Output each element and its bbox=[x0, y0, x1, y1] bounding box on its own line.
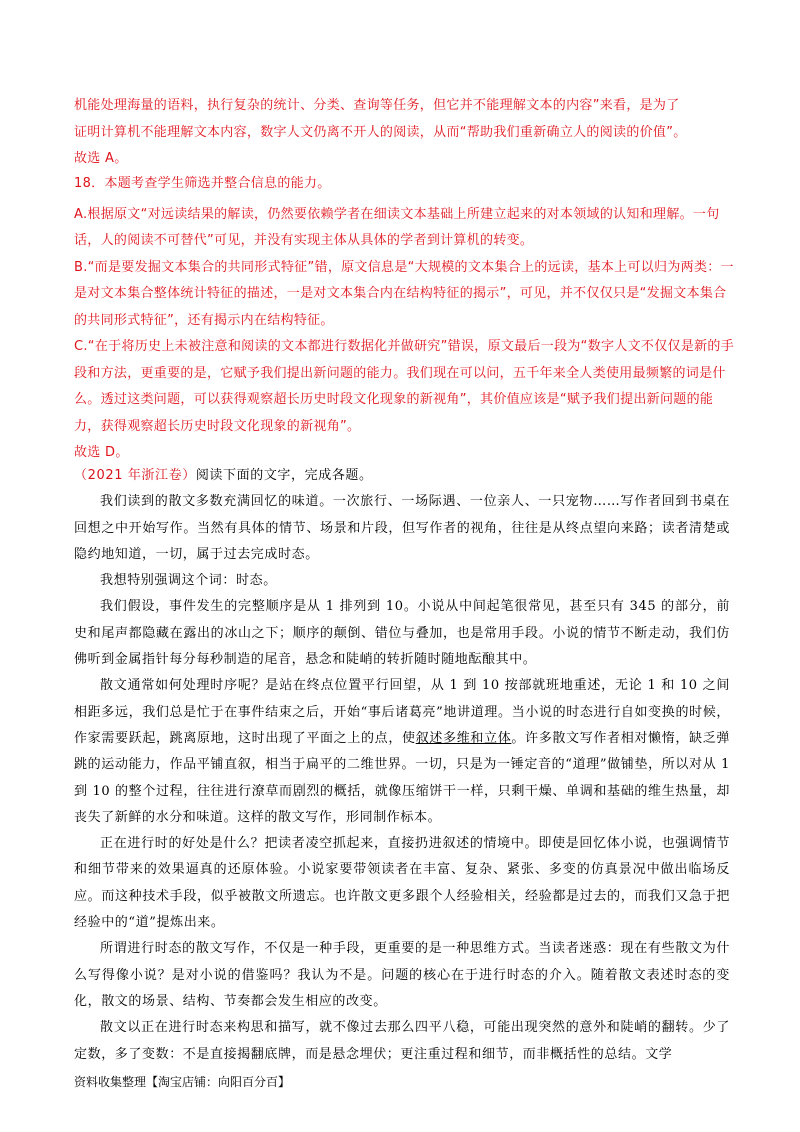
underlined-phrase: 叙述多维和立体 bbox=[415, 730, 512, 746]
paragraph-4-part-a: 散文通常如何处理时序呢？是站在终点位置平行回望，从 1 到 10 按部就班地重述，无论 1 和 10 之间相距多远，我们总是忙于在事件结束之后，开始“事后诸葛亮”地讲道理。当小说的时态进行自如变换的时候，作家需要跃起，跳离原地，这时出现了平面之上的点，使 bbox=[74, 678, 730, 746]
passage-paragraph-3: 我们假设，事件发生的完整顺序是从 1 排列到 10。小说从中间起笔很常见，甚至只有 345 的部分，前史和尾声都隐藏在露出的冰山之下；顺序的颠倒、错位与叠加，也是常用手段。小说的情节不断走动，我们仿佛听到金属指针每分每秒制造的尾音，悬念和陡峭的转折随时随地酝酿其中。 bbox=[74, 599, 730, 668]
page-footer: 资料收集整理【淘宝店铺：向阳百分百】 bbox=[74, 1075, 291, 1089]
answer-17-conclusion: 故选 A。 bbox=[74, 151, 128, 166]
passage-paragraph-7: 散文以正在进行时态来构思和描写，就不像过去那么四平八稳，可能出现突然的意外和陡峭的翻转。少了定数，多了变数：不是直接揭翻底牌，而是悬念埋伏；更注重过程和细节，而非概括性的总结。文学 bbox=[74, 1020, 730, 1062]
answer-18-option-c: C.“在于将历史上未被注意和阅读的文本都进行数据化并做研究”错误，原文最后一段为“数字人文不仅仅是新的手段和方法，更重要的是，它赋予我们提出新问题的能力。我们现在可以问，五千年来全人类使用最频繁的词是什么。透过这类问题，可以获得观察超长历史时段文化现象的新视角”，其价值应该是“赋予我们提出新问题的能力，获得观察超长历史时段文化现象的新视角”。 bbox=[74, 339, 735, 434]
exam-source: （2021 年浙江卷） bbox=[74, 468, 196, 483]
passage-paragraph-6: 所谓进行时态的散文写作，不仅是一种手段，更重要的是一种思维方式。当读者迷惑：现在有些散文为什么写得像小说？是对小说的借鉴吗？我认为不是。问题的核心在于进行时态的介入。随着散文表述时态的变化，散文的场景、结构、节奏都会发生相应的改变。 bbox=[74, 941, 730, 1009]
passage-paragraph-5: 正在进行时的好处是什么？把读者凌空抓起来，直接扔进叙述的情境中。即使是回忆体小说，也强调情节和细节带来的效果逼真的还原体验。小说家要带领读者在丰富、复杂、紧张、多变的仿真景况中做出临场反应。而这种技术手段，似乎被散文所遗忘。也许散文更多跟个人经验相关，经验都是过去的，而我们又急于把经验中的“道”提炼出来。 bbox=[74, 836, 730, 931]
passage-paragraph-1: 我们读到的散文多数充满回忆的味道。一次旅行、一场际遇、一位亲人、一只宠物……写作者回到书桌在回想之中开始写作。当然有具体的情节、场景和片段，但写作者的视角，往往是从终点望向来路；读者清楚或隐约地知道，一切，属于过去完成时态。 bbox=[74, 494, 730, 562]
answer-17-line-1: 机能处理海量的语料，执行复杂的统计、分类、查询等任务，但它并不能理解文本的内容”来看，是为了 bbox=[74, 98, 680, 113]
answer-18 bbox=[74, 171, 734, 467]
passage-intro bbox=[74, 463, 730, 489]
answer-18-conclusion: 故选 D。 bbox=[74, 445, 129, 460]
passage-paragraph-4 bbox=[74, 673, 730, 831]
passage-paragraph-2: 我想特别强调这个词：时态。 bbox=[100, 573, 277, 589]
answer-18-option-b: B.“而是要发掘文本集合的共同形式特征”错，原文信息是“大规模的文本集合上的远读，基本上可以归为两类：一是对文本集合整体统计特征的描述，一是对文本集合内在结构特征的揭示”，可见，并不仅仅只是“发掘文本集合的共同形式特征”，还有揭示内在结构特征。 bbox=[74, 259, 734, 328]
paragraph-4-part-b: 。许多散文写作者相对懒惰，缺乏弹跳的运动能力，作品平铺直叙，相当于扁平的二维世界。一切，只是为一锤定音的“道理”做铺垫，所以对从 1 到 10 的整个过程，往往进行潦草而剧烈的概括，就像压缩饼干一样，只剩干燥、单调和基础的维生热量，却丧失了新鲜的水分和味道。这样的散文写作，形同制作标本。 bbox=[74, 730, 730, 825]
answer-18-heading: 18．本题考查学生筛选并整合信息的能力。 bbox=[74, 176, 331, 191]
answer-18-option-a: A.根据原文“对远读结果的解读，仍然要依赖学者在细读文本基础上所建立起来的对本领域的认知和理解。一句话，人的阅读不可替代”可见，并没有实现主体从具体的学者到计算机的转变。 bbox=[74, 206, 720, 248]
answer-17-tail bbox=[74, 93, 734, 173]
reading-passage bbox=[74, 463, 730, 1068]
answer-17-line-2: 证明计算机不能理解文本内容，数字人文仍离不开人的阅读，从而“帮助我们重新确立人的阅读的价值”。 bbox=[74, 124, 687, 140]
passage-instruction: 阅读下面的文字，完成各题。 bbox=[195, 468, 373, 483]
